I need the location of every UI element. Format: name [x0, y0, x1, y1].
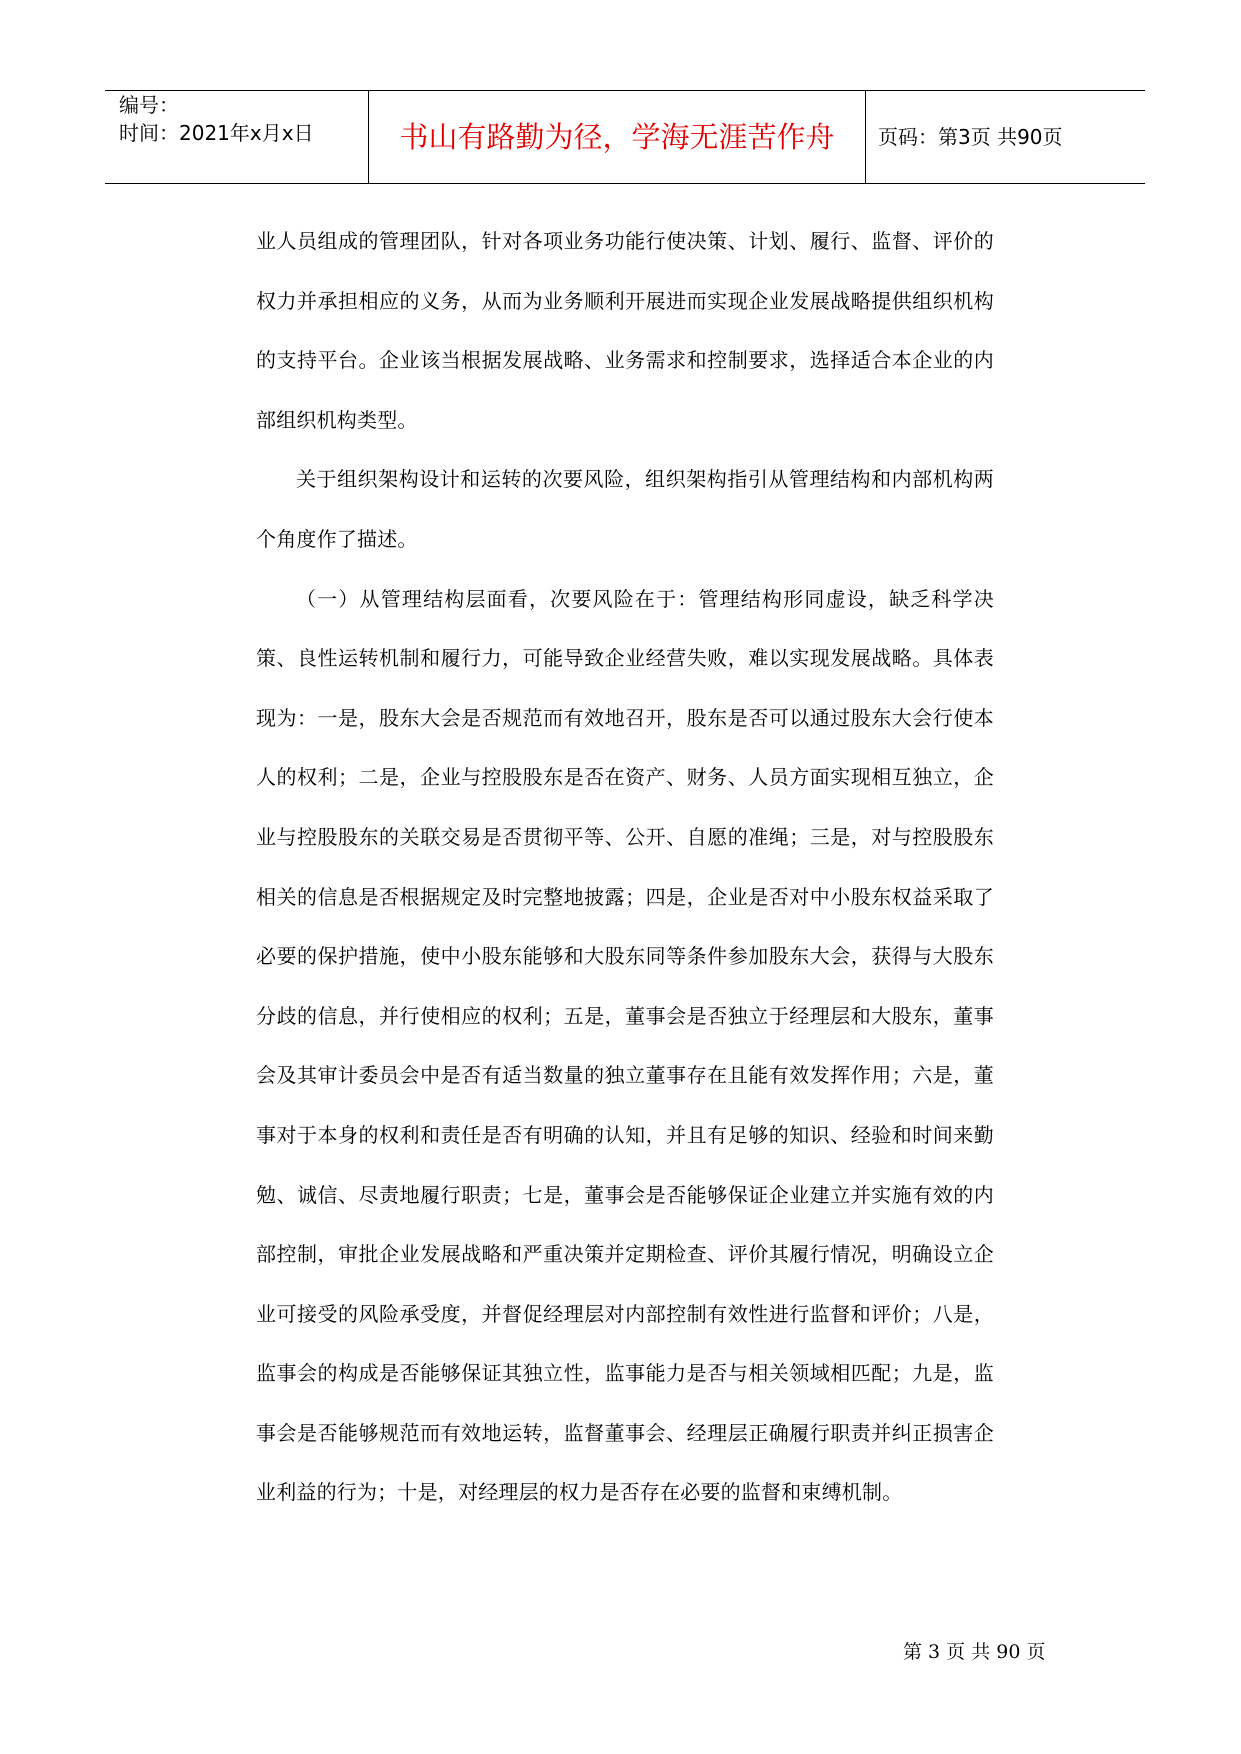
document-body [256, 212, 994, 1523]
page-footer-number: 第 3 页 共 90 页 [903, 1641, 1046, 1663]
header-page-cell [866, 91, 1145, 183]
body-paragraph: （一）从管理结构层面看，次要风险在于：管理结构形同虚设，缺乏科学决策、良性运转机制和履行力，可能导致企业经营失败，难以实现发展战略。具体表现为：一是，股东大会是否规范而有效地召开，股东是否可以通过股东大会行使本人的权利；二是，企业与控股股东是否在资产、财务、人员方面实现相互独立，企业与控股股东的关联交易是否贯彻平等、公开、自愿的准绳；三是，对与控股股东相关的信息是否根据规定及时完整地披露；四是，企业是否对中小股东权益采取了必要的保护措施，使中小股东能够和大股东同等条件参加股东大会，获得与大股东分歧的信息，并行使相应的权利；五是，董事会是否独立于经理层和大股东，董事会及其审计委员会中是否有适当数量的独立董事存在且能有效发挥作用；六是，董事对于本身的权利和责任是否有明确的认知，并且有足够的知识、经验和时间来勤勉、诚信、尽责地履行职责；七是，董事会是否能够保证企业建立并实施有效的内部控制，审批企业发展战略和严重决策并定期检查、评价其履行情况，明确设立企业可接受的风险承受度，并督促经理层对内部控制有效性进行监督和评价；八是，监事会的构成是否能够保证其独立性，监事能力是否与相关领域相匹配；九是，监事会是否能够规范而有效地运转，监督董事会、经理层正确履行职责并纠正损害企业利益的行为；十是，对经理层的权力是否存在必要的监督和束缚机制。 [256, 586, 994, 1505]
document-time-label: 时间：2021年x月x日 [119, 121, 314, 145]
header-motto-cell [369, 91, 866, 183]
body-paragraph: 关于组织架构设计和运转的次要风险，组织架构指引从管理结构和内部机构两个角度作了描述。 [256, 467, 994, 551]
page-header [105, 90, 1145, 184]
header-motto: 书山有路勤为径，学海无涯苦作舟 [399, 120, 835, 154]
document-number-label: 编号： [119, 93, 179, 117]
header-page-info: 页码：第3页 共90页 [878, 125, 1063, 149]
header-meta-cell [105, 91, 369, 183]
body-paragraph: 业人员组成的管理团队，针对各项业务功能行使决策、计划、履行、监督、评价的权力并承担相应的义务，从而为业务顺利开展进而实现企业发展战略提供组织机构的支持平台。企业该当根据发展战略、业务需求和控制要求，选择适合本企业的内部组织机构类型。 [256, 229, 994, 432]
